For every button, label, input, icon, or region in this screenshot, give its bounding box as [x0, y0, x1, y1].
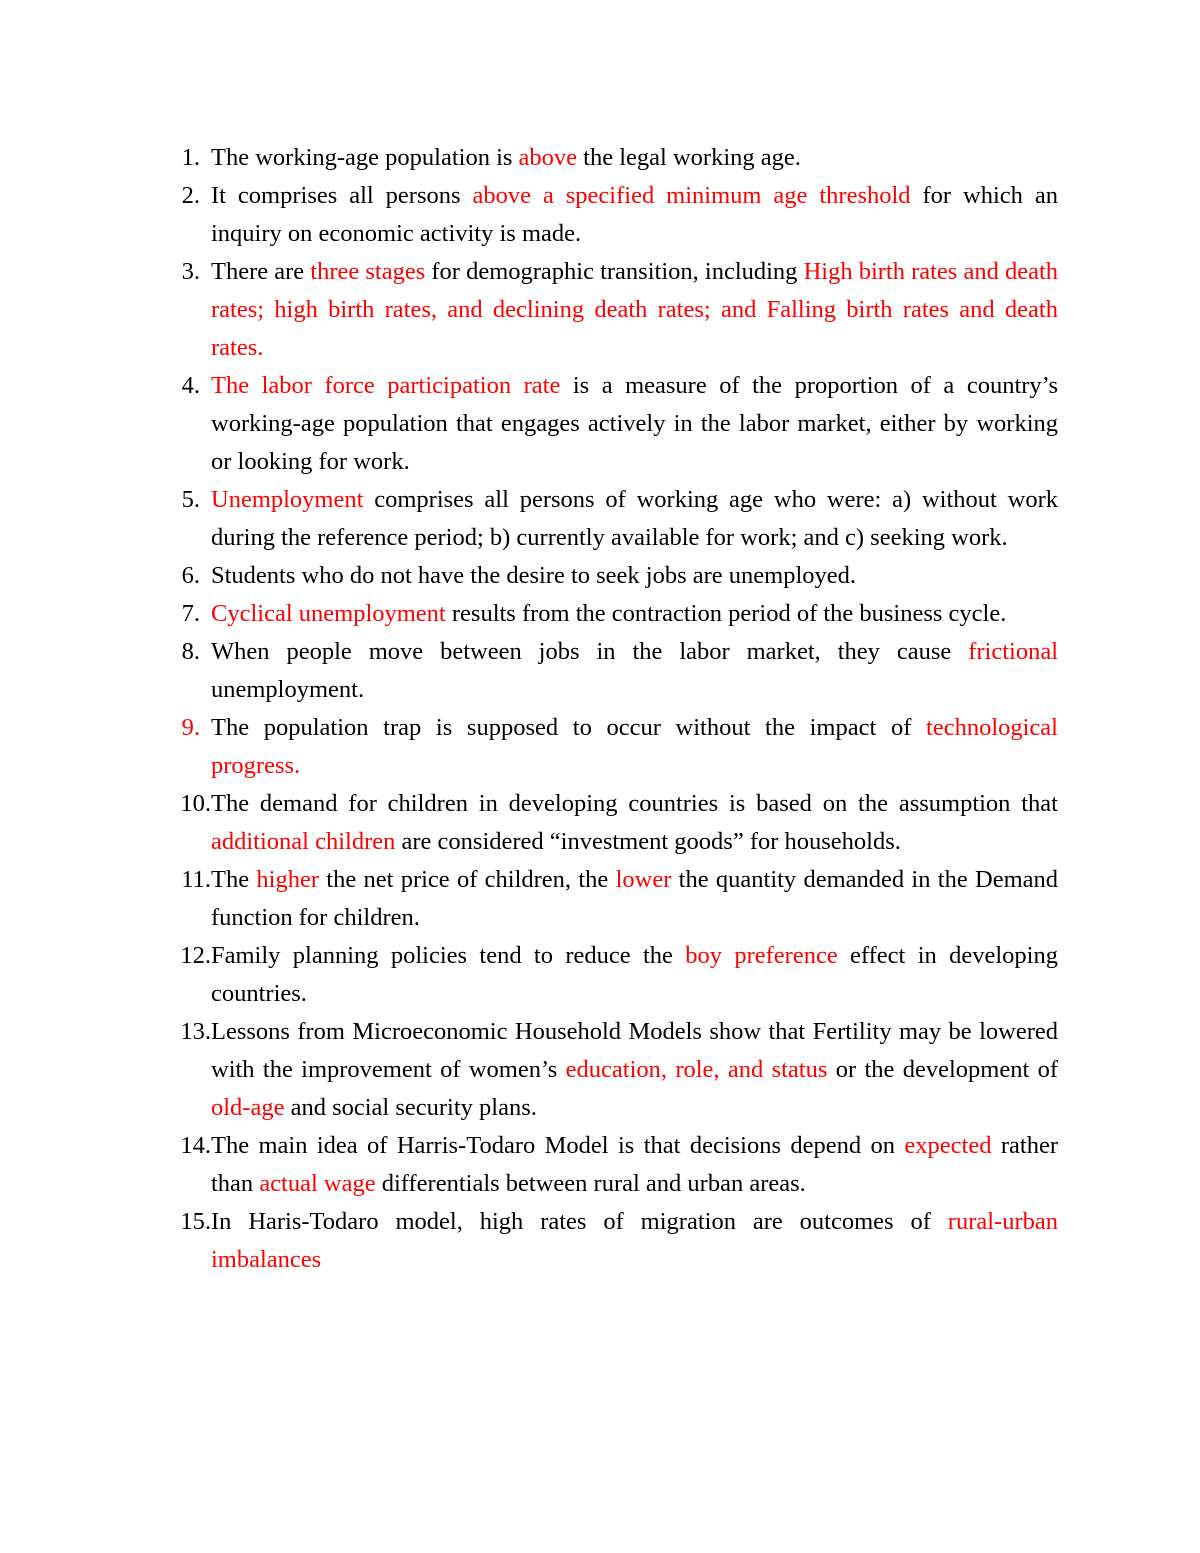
highlighted-answer-text: above	[518, 144, 578, 171]
list-item-number: 6.	[181, 562, 200, 589]
list-item	[0, 1013, 1058, 1127]
highlighted-answer-text: technological progress.	[211, 714, 1058, 779]
highlighted-answer-text: old-age	[211, 1094, 285, 1121]
statement-text: or the development of	[827, 1056, 1058, 1083]
list-item	[0, 785, 1058, 861]
list-item-number: 10.	[180, 790, 211, 817]
list-item-number: 8.	[181, 638, 200, 665]
highlighted-answer-text: expected	[904, 1132, 992, 1159]
highlighted-answer-text: three stages	[310, 258, 426, 285]
list-item-number: 3.	[181, 258, 200, 285]
statement-text: The	[211, 866, 257, 893]
list-item	[0, 557, 1058, 595]
statement-text: unemployment.	[211, 676, 365, 703]
statement-text: The main idea of Harris-Todaro Model is that decisions depend on	[211, 1132, 905, 1159]
list-item-number: 14.	[180, 1132, 211, 1159]
highlighted-answer-text: higher	[256, 866, 319, 893]
highlighted-answer-text: frictional	[968, 638, 1058, 665]
numbered-list	[0, 139, 1200, 1279]
statement-text: are considered “investment goods” for households.	[395, 828, 901, 855]
list-item	[0, 481, 1058, 557]
highlighted-answer-text: lower	[615, 866, 672, 893]
highlighted-answer-text: additional children	[211, 828, 396, 855]
statement-text: the legal working age.	[577, 144, 801, 171]
statement-text: is a measure of the proportion of a country’s working-age population that engages actively in the labor market, either by working or looking for work.	[211, 372, 1058, 475]
list-item	[0, 1203, 1058, 1279]
statement-text: and social security plans.	[284, 1094, 537, 1121]
statement-text: The working-age population is	[211, 144, 519, 171]
statement-text: the net price of children, the	[318, 866, 616, 893]
statement-text: results from the contraction period of the business cycle.	[445, 600, 1007, 627]
statement-text: Lessons from Microeconomic Household Models show that Fertility may be lowered with the improvement of women’s	[211, 1018, 1058, 1083]
list-item	[0, 139, 1058, 177]
list-item	[0, 253, 1058, 367]
statement-text: When people move between jobs in the labor market, they cause	[211, 638, 969, 665]
list-item-number: 1.	[181, 144, 200, 171]
list-item-number: 7.	[181, 600, 200, 627]
highlighted-answer-text: education, role, and status	[565, 1056, 828, 1083]
highlighted-answer-text: rural-urban imbalances	[211, 1208, 1058, 1273]
list-item	[0, 367, 1058, 481]
list-item	[0, 861, 1058, 937]
statement-text: for which an inquiry on economic activity is made.	[211, 182, 1058, 247]
statement-text: There are	[211, 258, 311, 285]
highlighted-answer-text: High birth rates and death rates; high birth rates, and declining death rates; and Falling birth rates and death rates.	[211, 258, 1059, 361]
statement-text: the quantity demanded in the Demand function for children.	[211, 866, 1059, 931]
statement-text: The demand for children in developing countries is based on the assumption that	[211, 790, 1058, 817]
statement-text: for demographic transition, including	[425, 258, 804, 285]
list-item-number: 5.	[181, 486, 200, 513]
highlighted-answer-text: Cyclical unemployment	[211, 600, 446, 627]
list-item-number: 4.	[181, 372, 200, 399]
list-item	[0, 595, 1058, 633]
statement-text: comprises all persons of working age who were: a) without work during the reference period; b) currently available for work; and c) seeking work.	[211, 486, 1058, 551]
list-item-number: 9.	[181, 714, 200, 741]
highlighted-answer-text: actual wage	[259, 1170, 376, 1197]
list-item	[0, 709, 1058, 785]
statement-text: In Haris-Todaro model, high rates of migration are outcomes of	[211, 1208, 948, 1235]
statement-text: Students who do not have the desire to seek jobs are unemployed.	[211, 562, 857, 589]
statement-text: effect in developing countries.	[211, 942, 1058, 1007]
highlighted-answer-text: The labor force participation rate	[211, 372, 561, 399]
list-item-number: 15.	[180, 1208, 211, 1235]
list-item	[0, 633, 1058, 709]
list-item-number: 11.	[181, 866, 211, 893]
highlighted-answer-text: boy preference	[685, 942, 838, 969]
statement-text: The population trap is supposed to occur without the impact of	[211, 714, 927, 741]
statement-text: It comprises all persons	[211, 182, 473, 209]
list-item-number: 12.	[180, 942, 211, 969]
list-item	[0, 937, 1058, 1013]
highlighted-answer-text: Unemployment	[211, 486, 364, 513]
statement-text: Family planning policies tend to reduce the	[211, 942, 686, 969]
list-item	[0, 1127, 1058, 1203]
list-item	[0, 177, 1058, 253]
highlighted-answer-text: above a specified minimum age threshold	[472, 182, 911, 209]
statement-text: differentials between rural and urban areas.	[375, 1170, 806, 1197]
list-item-number: 2.	[181, 182, 200, 209]
list-item-number: 13.	[180, 1018, 211, 1045]
statement-text: rather than	[211, 1132, 1058, 1197]
